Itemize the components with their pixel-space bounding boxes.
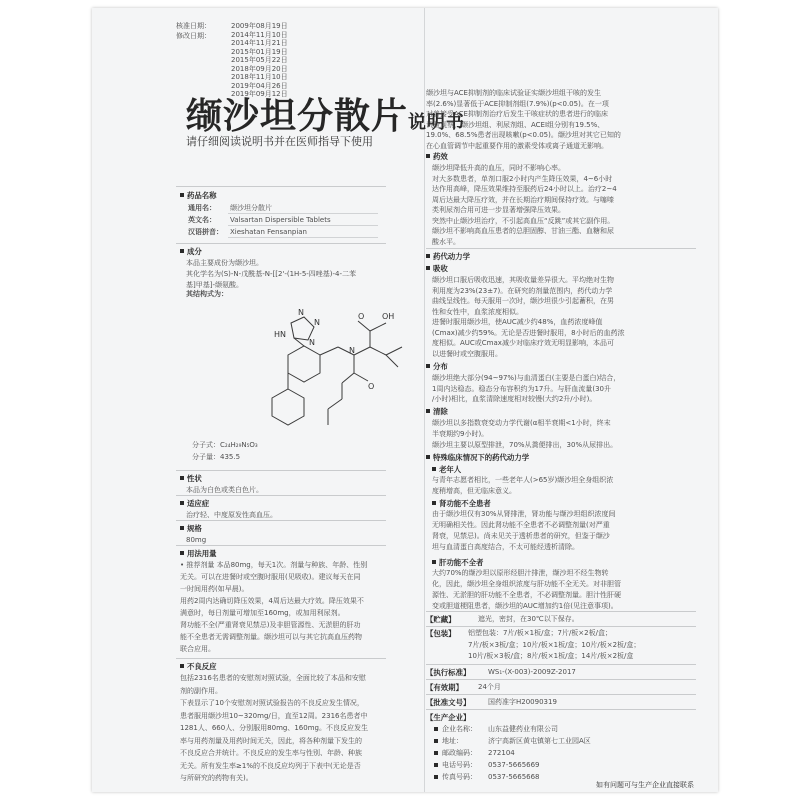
- validity-label: 【有效期】: [426, 683, 463, 692]
- approval-label: 【批准文号】: [426, 698, 471, 707]
- section-bullet: [426, 364, 430, 368]
- renal-line: 由于缬沙坦仅有30%从肾排泄，肾功能与缬沙坦组织浓度间: [432, 510, 616, 518]
- manufacturer-field-value: 济宁高新区黄屯镇第七工业园A区: [488, 737, 591, 745]
- renal-line: 坦与血清蛋白高度结合，不太可能经透析清除。: [432, 543, 579, 551]
- adverse-line: 1281人、660人、分别服用80mg、160mg。不良反应发生: [180, 724, 368, 732]
- title-drug-name: 缬沙坦分散片: [186, 96, 409, 137]
- section-rule: [176, 545, 386, 546]
- efficacy-line: 类利尿剂合用可进一步显著增强降压效果。: [432, 206, 565, 214]
- atom-n-2: N: [314, 318, 320, 327]
- renal-line: 无明确相关性。因此肾功能不全患者不必调整剂量(对严重: [432, 521, 610, 529]
- package-line: 10片/板×3板/盒；8片/板×1板/盒；14片/板×2板/盒: [468, 652, 634, 660]
- intro-line: 率(2.6%)显著低于ACE抑制剂组(7.9%)(p<0.05)。在一项: [426, 99, 609, 108]
- clearance-heading: [426, 406, 448, 417]
- manufacturer-field-label: 电话号码：: [442, 761, 477, 769]
- efficacy-line: 对大多数患者，单剂口服2小时内产生降压效果，4~6小时: [432, 174, 613, 183]
- molecular-weight: 分子量：435.5: [192, 453, 241, 461]
- date-value: 2018年09月20日: [231, 64, 288, 73]
- dosage-heading: [180, 548, 217, 559]
- section-bullet: [426, 266, 430, 270]
- leaflet-paper: [92, 8, 718, 792]
- hepatic-heading: [432, 557, 483, 568]
- spec-heading: [180, 523, 202, 534]
- dosage-line: 联合应用。: [180, 645, 215, 653]
- distribution-heading: [426, 361, 448, 372]
- structure-label: 其结构式为：: [186, 290, 228, 298]
- hepatic-line: 变或胆道梗阻患者，缬沙坦的AUC增加约1倍(见注意事项)。: [432, 602, 618, 610]
- absorption-heading: [426, 263, 448, 274]
- elderly-line: 度稍增高，但无临床意义。: [432, 487, 516, 495]
- indications-heading: [180, 498, 209, 509]
- section-bullet: [432, 560, 436, 564]
- atom-o-2: O: [368, 382, 375, 391]
- section-rule: [176, 658, 386, 659]
- manufacturer-field-value: 0537-5665669: [488, 761, 540, 769]
- special-heading-text: 特殊临床情况下的药代动力学: [433, 453, 530, 462]
- drug-name-field-label: 通用名：: [188, 204, 216, 212]
- distribution-line: 1周内达稳态。稳态分布容积约为17升。与肝血流量(30升: [432, 384, 611, 393]
- renal-heading: [432, 498, 491, 509]
- absorption-line: 性和女性中，血浆浓度相似。: [432, 307, 523, 316]
- adverse-heading: [180, 661, 217, 672]
- section-bullet: [426, 409, 430, 413]
- dosage-line: 能不全患者无需调整剂量。缬沙坦可以与其它抗高血压药物: [180, 633, 362, 641]
- package-label: 【包装】: [426, 629, 456, 638]
- section-bullet: [426, 154, 430, 158]
- field-bullet: [434, 727, 438, 731]
- drug-name-field-value: 缬沙坦分散片: [230, 204, 272, 212]
- section-bullet: [180, 501, 184, 505]
- manufacturer-field-value: 山东益健药业有限公司: [488, 725, 558, 733]
- storage-label: 【贮藏】: [426, 615, 456, 624]
- efficacy-line: 周后达最大降压疗效，并在长期治疗期间保持疗效。与噻嗪: [432, 195, 614, 204]
- section-rule: [426, 709, 696, 710]
- field-underline: [228, 237, 378, 238]
- absorption-line: (Cmax)减少约59%。无论是否进餐时服用，8小时后的血药浓: [432, 328, 625, 337]
- atom-n-amide: N: [349, 346, 355, 355]
- clearance-line: 缬沙坦以多指数衰变动力学代谢(α相半衰期<1小时，终末: [432, 419, 611, 427]
- intro-line: 试验观察，缬沙坦组、利尿剂组、ACEI组分别有19.5%、: [426, 120, 605, 129]
- field-underline: [228, 213, 378, 214]
- date-value: 2019年04月26日: [231, 81, 288, 90]
- intro-line: 19.0%、68.5%患者出现咳嗽(p<0.05)。缬沙坦对其它已知的: [426, 131, 621, 139]
- renal-heading-text: 肾功能不全患者: [439, 499, 491, 508]
- dosage-line: 一时间用药(如早晨)。: [180, 585, 249, 593]
- section-bullet: [426, 254, 430, 258]
- hepatic-line: 大约70%的缬沙坦以原形经胆汁排泄，缬沙坦不经生物转: [432, 569, 609, 577]
- date-value: 2019年09月12日: [231, 90, 288, 98]
- efficacy-heading-text: 药效: [433, 152, 448, 161]
- absorption-line: 利用度为23%(23±7)。在研究的剂量范围内，药代动力学: [432, 286, 613, 295]
- validity-value: 24个月: [478, 683, 501, 691]
- efficacy-heading: [426, 151, 448, 162]
- date-value: 2018年11月10日: [231, 73, 288, 81]
- absorption-line: 曲线呈线性。每天服用一次时，缬沙坦很少引起蓄积，在男: [432, 297, 614, 305]
- manufacturer-label: 【生产企业】: [426, 713, 471, 722]
- section-bullet: [180, 526, 184, 530]
- dosage-line: 用药2周内达确切降压效果，4周后达最大疗效。降压效果不: [180, 597, 364, 605]
- adverse-line: 下表显示了10个安慰剂对照试验报告的不良反应发生情况，: [180, 699, 364, 707]
- adverse-heading-text: 不良反应: [187, 662, 217, 671]
- field-bullet: [434, 751, 438, 755]
- drug-name-field-label: 英文名：: [188, 216, 216, 224]
- intro-line: 缬沙坦与ACE抑制剂的临床试验证实缬沙坦组干咳的发生: [426, 89, 601, 97]
- manufacturer-field-label: 企业名称：: [442, 725, 477, 733]
- intro-line: 对曾接受ACE抑制剂治疗后发生干咳症状的患者进行的临床: [426, 110, 608, 118]
- adverse-line: 包括2316名患者的安慰剂对照试验，全面比较了本品和安慰: [180, 674, 366, 682]
- pk-heading-text: 药代动力学: [433, 252, 470, 261]
- revision-date-label: 修改日期：: [176, 32, 211, 40]
- special-heading: [426, 452, 529, 463]
- spec-heading-text: 规格: [187, 524, 202, 533]
- efficacy-line: 缬沙坦降低升高的血压，同时不影响心率。: [432, 164, 565, 172]
- absorption-heading-text: 吸收: [433, 264, 448, 273]
- standard-value: WS₁-(X-003)-2009Z-2017: [488, 668, 576, 676]
- drug-name-heading: [180, 190, 217, 201]
- indications-line: 治疗轻、中度原发性高血压。: [186, 511, 277, 519]
- properties-heading: [180, 473, 202, 484]
- section-rule: [176, 520, 386, 521]
- approval-date-label: 核准日期：: [176, 22, 211, 30]
- intro-line: 在心血管调节中起重要作用的激素受体或离子通道无影响。: [426, 141, 608, 150]
- date-value: 2014年11月21日: [231, 39, 288, 47]
- dosage-line: 肾功能不全(严重肾衰见禁忌)及非胆管源性、无淤胆的肝功: [180, 621, 361, 629]
- elderly-heading: [432, 464, 461, 475]
- date-value: 2015年05月22日: [231, 56, 288, 64]
- section-bullet: [432, 467, 436, 471]
- package-line: 7片/板×3板/盒；10片/板×1板/盒；10片/板×2板/盒；: [468, 640, 641, 649]
- field-bullet: [434, 775, 438, 779]
- dosage-line: 满意时，每日剂量可增加至160mg，或加用利尿剂。: [180, 609, 345, 617]
- document-subtitle: 请仔细阅读说明书并在医师指导下使用: [186, 135, 373, 148]
- adverse-line: 不良反应合并统计。不良反应的发生率与性别、年龄、种族: [180, 749, 362, 757]
- section-bullet: [180, 664, 184, 668]
- dosage-line: 无关。可以在进餐时或空腹时服用(见吸收)。建议每天在同: [180, 573, 361, 581]
- section-rule: [426, 626, 696, 627]
- composition-line: 基]甲基]-缬氨酸。: [186, 281, 243, 289]
- absorption-line: 进餐时服用缬沙坦，使AUC减少约48%，血药浓度峰值: [432, 318, 603, 326]
- elderly-heading-text: 老年人: [439, 465, 462, 474]
- section-rule: [176, 470, 386, 471]
- contact-footer: 如有问题可与生产企业直接联系: [596, 781, 694, 789]
- properties-heading-text: 性状: [187, 474, 202, 483]
- approval-value: 国药准字H20090319: [488, 698, 557, 706]
- renal-line: 肾衰，见禁忌)。尚未见关于透析患者的研究，但鉴于缬沙: [432, 532, 610, 540]
- composition-line: 其化学名为(S)-N-戊酰基-N-[[2'-(1H-5-四唑基)-4-二苯: [186, 270, 357, 278]
- date-value: 2014年11月10日: [231, 30, 288, 39]
- atom-oh: OH: [382, 312, 395, 321]
- section-rule: [426, 664, 696, 665]
- absorption-line: 以进餐时或空腹服用。: [432, 349, 502, 358]
- elderly-line: 与青年志愿者相比，一些老年人(>65岁)缬沙坦全身组织浓: [432, 476, 614, 484]
- adverse-line: 患者服用缬沙坦10~320mg/日，直至12周。2316名患者中: [180, 711, 368, 720]
- section-rule: [176, 243, 386, 244]
- adverse-line: 剂的副作用。: [180, 686, 222, 695]
- distribution-line: /小时)相比，血浆清除速度相对较慢(大约2升/小时)。: [432, 395, 597, 403]
- adverse-line: 与所研究的药物有关)。: [180, 774, 253, 782]
- chemical-structure-diagram: [246, 303, 436, 438]
- absorption-line: 缬沙坦口服后吸收迅速，其吸收量差异很大。平均绝对生物: [432, 276, 614, 284]
- drug-name-field-value: Valsartan Dispersible Tablets: [230, 216, 331, 224]
- manufacturer-field-label: 邮政编码：: [442, 749, 477, 757]
- composition-heading-text: 成分: [187, 247, 202, 256]
- properties-line: 本品为白色或类白色片。: [186, 486, 263, 494]
- absorption-line: 度相似。AUC或Cmax减少对临床疗效无明显影响，本品可: [432, 339, 614, 347]
- package-line: 铝塑包装：7片/板×1板/盒；7片/板×2板/盒；: [468, 629, 612, 637]
- atom-o: O: [358, 312, 365, 321]
- section-bullet: [180, 193, 184, 197]
- composition-heading: [180, 246, 202, 257]
- composition-line: 本品主要成份为缬沙坦。: [186, 259, 263, 267]
- molecular-formula: 分子式：C₂₄H₂₉N₅O₃: [192, 441, 258, 449]
- hepatic-line: 源性、无淤胆的肝功能不全患者，不必调整剂量。胆汁性肝硬: [432, 591, 621, 599]
- atom-n-3: N: [309, 338, 315, 347]
- document-title: [186, 88, 465, 139]
- field-bullet: [434, 739, 438, 743]
- drug-name-field-label: 汉语拼音：: [188, 228, 223, 236]
- manufacturer-field-value: 0537-5665668: [488, 773, 540, 781]
- drug-name-heading-text: 药品名称: [187, 191, 217, 200]
- clearance-heading-text: 清除: [433, 407, 448, 416]
- dosage-line: • 推荐剂量 本品80mg，每天1次。剂量与种族、年龄、性别: [180, 561, 368, 569]
- efficacy-line: 达作用高峰，降压效果维持至服药后24小时以上。治疗2~4: [432, 185, 617, 193]
- atom-n: N: [298, 308, 304, 317]
- indications-heading-text: 适应症: [187, 499, 210, 508]
- clearance-line: 缬沙坦主要以原型排泄，70%从粪便排出，30%从尿排出。: [432, 441, 618, 449]
- drug-name-field-value: Xieshatan Fensanpian: [230, 228, 307, 236]
- distribution-heading-text: 分布: [433, 362, 448, 371]
- section-bullet: [432, 501, 436, 505]
- section-bullet: [180, 551, 184, 555]
- section-rule: [426, 694, 696, 695]
- section-bullet: [426, 455, 430, 459]
- manufacturer-field-label: 地址：: [442, 737, 463, 745]
- date-value: 2015年01月19日: [231, 47, 288, 56]
- date-value: 2009年08月19日: [231, 22, 288, 30]
- efficacy-line: 突然中止缬沙坦治疗，不引起高血压“反跳”或其它副作用。: [432, 216, 615, 225]
- section-bullet: [180, 476, 184, 480]
- section-rule: [426, 611, 696, 612]
- field-underline: [228, 225, 378, 226]
- clearance-line: 半衰期约9小时)。: [432, 430, 489, 438]
- section-bullet: [180, 249, 184, 253]
- efficacy-line: 缬沙坦不影响高血压患者的总胆固醇、甘油三酯、血糖和尿: [432, 227, 614, 235]
- pk-heading: [426, 251, 470, 262]
- section-rule: [426, 248, 696, 249]
- manufacturer-field-label: 传真号码：: [442, 773, 477, 781]
- distribution-line: 缬沙坦绝大部分(94~97%)与血清蛋白(主要是白蛋白)结合，: [432, 374, 621, 382]
- adverse-line: 无关。所有发生率≥1%的不良反应均列于下表中(无论是否: [180, 761, 361, 770]
- field-bullet: [434, 763, 438, 767]
- spec-line: 80mg: [186, 536, 207, 544]
- title-suffix: 说明书: [408, 112, 466, 133]
- dosage-heading-text: 用法用量: [187, 549, 217, 558]
- hepatic-line: 化，因此，缬沙坦全身组织浓度与肝功能不全无关。对非胆管: [432, 580, 621, 588]
- hepatic-heading-text: 肝功能不全者: [439, 558, 484, 567]
- standard-label: 【执行标准】: [426, 668, 471, 677]
- efficacy-line: 酸水平。: [432, 237, 460, 246]
- section-rule: [176, 495, 386, 496]
- adverse-line: 率与用药剂量及用药时间无关，因此，将各种剂量下发生的: [180, 736, 362, 745]
- section-rule: [176, 186, 386, 187]
- section-rule: [426, 679, 696, 680]
- storage-value: 遮光，密封，在30℃以下保存。: [478, 615, 579, 623]
- atom-hn: HN: [274, 330, 286, 339]
- manufacturer-field-value: 272104: [488, 749, 515, 757]
